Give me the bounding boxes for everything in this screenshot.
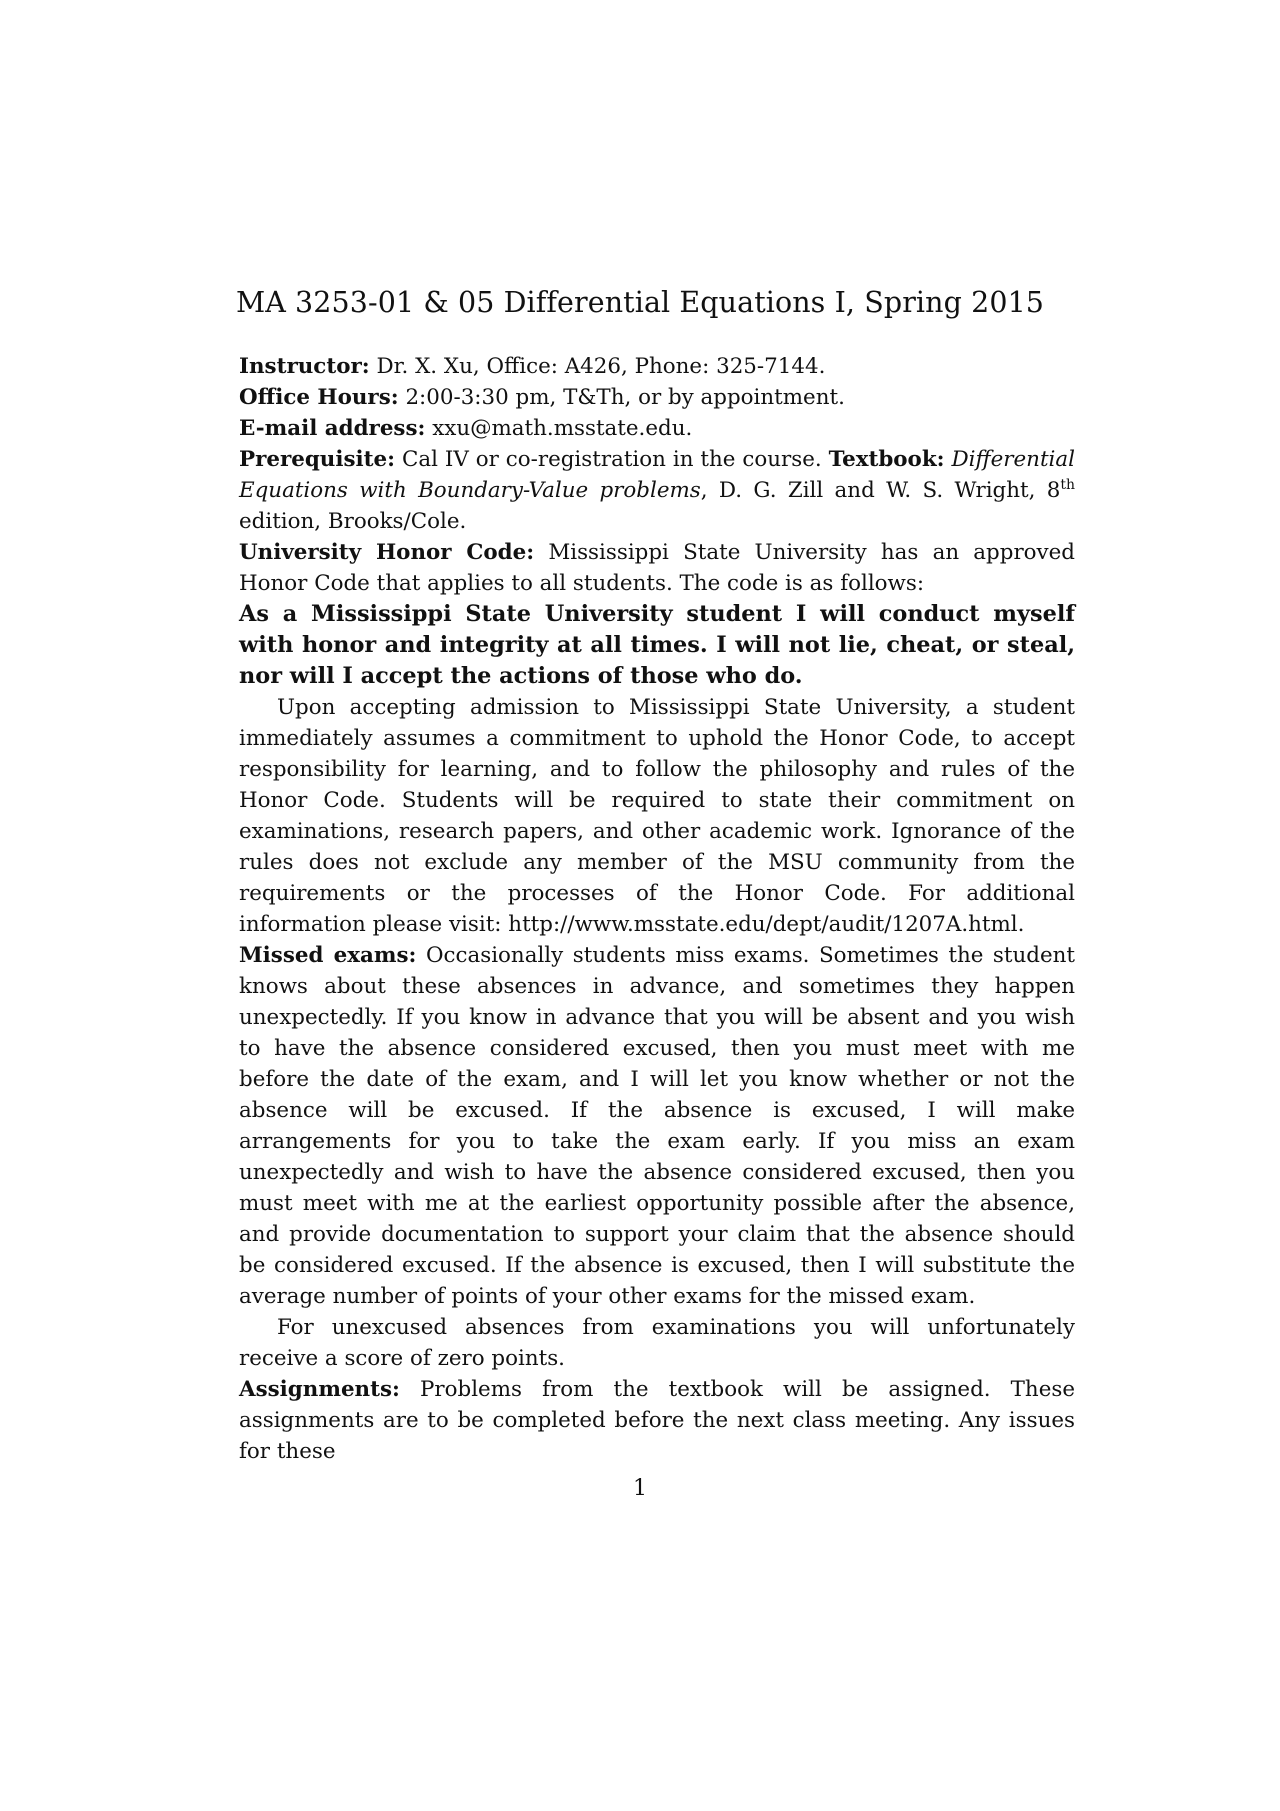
missed-exams-paragraph <box>239 940 1075 1312</box>
honor-code-label: University Honor Code: <box>239 540 535 565</box>
instructor-text: Dr. X. Xu, Office: A426, Phone: 325-7144. <box>369 354 826 379</box>
textbook-label: Textbook: <box>828 447 945 472</box>
honor-code-details-text: Upon accepting admission to Mississippi State University, a student immediately assumes a commitment to uphold the Honor Code, to accept responsibility for learning, and to follow the philosophy and rules of the Honor Code. Students will be required to state their commitment on examinations, research papers, and other academic work. Ignorance of the rules does not exclude any member of the MSU community from the requirements or the processes of the Honor Code. For additional information please visit: <box>239 695 1075 937</box>
page-title: MA 3253-01 & 05 Differential Equations I, Spring 2015 <box>235 286 1045 319</box>
prerequisite-text: Cal IV or co-registration in the course. <box>395 447 829 472</box>
textbook-edition-rest: edition, Brooks/Cole. <box>239 509 467 534</box>
instructor-label: Instructor: <box>239 354 370 379</box>
textbook-title: Differential Equations with Boundary-Value problems <box>239 447 1075 503</box>
honor-code-link[interactable]: http://www.msstate.edu/dept/audit/1207A.html. <box>508 912 1025 937</box>
honor-code-pledge: As a Mississippi State University student I will conduct myself with honor and integrity at all times. I will not lie, cheat, or steal, nor will I accept the actions of those who do. <box>239 601 1075 689</box>
syllabus-body <box>239 351 1075 1467</box>
honor-code-paragraph <box>239 537 1075 599</box>
instructor-line <box>239 351 1075 382</box>
office-hours-text: 2:00-3:30 pm, T&Th, or by appointment. <box>398 385 845 410</box>
prerequisite-textbook-paragraph <box>239 444 1075 537</box>
email-line <box>239 413 1075 444</box>
email-text: xxu@math.msstate.edu. <box>425 416 693 441</box>
office-hours-line <box>239 382 1075 413</box>
honor-code-text: Mississippi State University has an approved Honor Code that applies to all students. The code is as follows: <box>239 540 1075 596</box>
missed-exams-label: Missed exams: <box>239 943 417 968</box>
office-hours-label: Office Hours: <box>239 385 399 410</box>
assignments-text: Problems from the textbook will be assigned. These assignments are to be completed before the next class meeting. Any issues for these <box>239 1377 1075 1464</box>
assignments-paragraph <box>239 1374 1075 1467</box>
textbook-edition-superscript: th <box>1060 476 1076 493</box>
missed-exams-text: Occasionally students miss exams. Sometimes the student knows about these absences in advance, and sometimes they happen unexpectedly. If you know in advance that you will be absent and you wish to have the absence considered excused, then you must meet with me before the date of the exam, and I will let you know whether or not the absence will be excused. If the absence is excused, I will make arrangements for you to take the exam early. If you miss an exam unexpectedly and wish to have the absence considered excused, then you must meet with me at the earliest opportunity possible after the absence, and provide documentation to support your claim that the absence should be considered excused. If the absence is excused, then I will substitute the average number of points of your other exams for the missed exam. <box>239 943 1075 1309</box>
textbook-authors: , D. G. Zill and W. S. Wright, 8 <box>700 478 1061 503</box>
email-label: E-mail address: <box>239 416 426 441</box>
page-number: 1 <box>633 1476 647 1501</box>
honor-code-details <box>239 692 1075 940</box>
prerequisite-label: Prerequisite: <box>239 447 396 472</box>
assignments-label: Assignments: <box>239 1377 400 1402</box>
unexcused-absences-paragraph: For unexcused absences from examinations you will unfortunately receive a score of zero points. <box>239 1315 1075 1371</box>
